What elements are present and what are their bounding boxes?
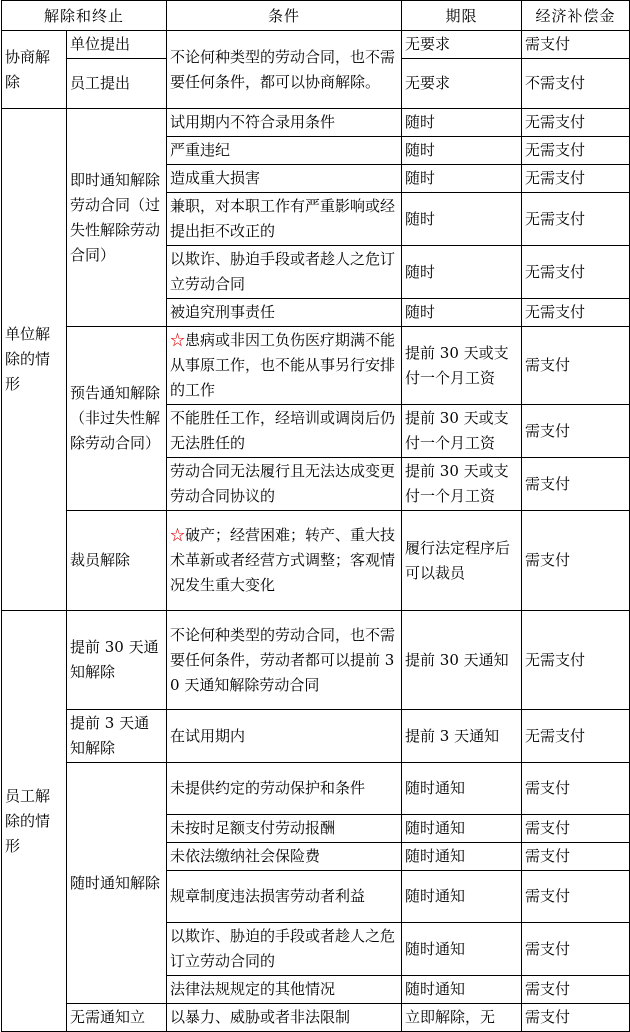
condition-text: 患病或非因工负伤医疗期满不能从事原工作，也不能从事另行安排的工作	[170, 331, 396, 399]
subgroup-notice3: 提前 3 天通知解除	[67, 710, 167, 763]
compensation-cell: 无需支付	[522, 109, 630, 137]
header-compensation: 经济补偿金	[522, 1, 630, 31]
term-cell: 履行法定程序后可以裁员	[402, 511, 522, 611]
condition-cell: 规章制度违法损害劳动者利益	[167, 871, 402, 923]
condition-cell: 造成重大损害	[167, 165, 402, 193]
condition-cell: 未提供约定的劳动保护和条件	[167, 763, 402, 815]
subgroup-layoff: 裁员解除	[67, 511, 167, 611]
term-cell: 提前 30 天或支付一个月工资	[402, 405, 522, 458]
compensation-cell: 无需支付	[522, 246, 630, 299]
header-row	[2, 1, 630, 31]
compensation-cell: 需支付	[522, 763, 630, 815]
condition-cell: 不能胜任工作，经培训或调岗后仍无法胜任的	[167, 405, 402, 458]
table-row	[2, 611, 630, 710]
condition-cell: 未按时足额支付劳动报酬	[167, 815, 402, 843]
condition-cell: 严重违纪	[167, 137, 402, 165]
condition-cell	[167, 511, 402, 611]
compensation-cell: 需支付	[522, 923, 630, 976]
header-condition: 条件	[167, 1, 402, 31]
term-cell: 随时	[402, 137, 522, 165]
term-cell: 随时	[402, 299, 522, 327]
condition-cell: 以暴力、威胁或者非法限制	[167, 1004, 402, 1032]
compensation-cell: 需支付	[522, 815, 630, 843]
term-cell: 随时	[402, 109, 522, 137]
subgroup-no-notice: 无需通知立	[67, 1004, 167, 1032]
table-row	[2, 31, 630, 59]
header-term: 期限	[402, 1, 522, 31]
group-employee: 员工解除的情形	[2, 611, 67, 1032]
subgroup-unit-proposed: 单位提出	[67, 31, 167, 59]
compensation-cell: 无需支付	[522, 710, 630, 763]
compensation-cell: 需支付	[522, 405, 630, 458]
compensation-cell: 需支付	[522, 843, 630, 871]
table-row	[2, 1004, 630, 1032]
compensation-cell: 无需支付	[522, 137, 630, 165]
compensation-cell: 需支付	[522, 511, 630, 611]
group-employer: 单位解除的情形	[2, 109, 67, 611]
condition-cell: 劳动合同无法履行且无法达成变更劳动合同协议的	[167, 458, 402, 511]
table-row	[2, 710, 630, 763]
term-cell: 随时通知	[402, 843, 522, 871]
subgroup-advance: 预告通知解除（非过失性解除劳动合同）	[67, 327, 167, 511]
compensation-cell: 无需支付	[522, 611, 630, 710]
condition-cell: 以欺诈、胁迫的手段或者趁人之危订立劳动合同的	[167, 923, 402, 976]
condition-cell: 被追究刑事责任	[167, 299, 402, 327]
condition-cell: 未依法缴纳社会保险费	[167, 843, 402, 871]
group-negotiated: 协商解除	[2, 31, 67, 109]
term-cell: 立即解除，无	[402, 1004, 522, 1032]
term-cell: 随时通知	[402, 871, 522, 923]
condition-cell: 不论何种类型的劳动合同，也不需要任何条件，劳动者都可以提前 30 天通知解除劳动合同	[167, 611, 402, 710]
condition-cell: 兼职，对本职工作有严重影响或经提出拒不改正的	[167, 193, 402, 246]
termination-table	[1, 0, 630, 1032]
term-cell: 随时通知	[402, 923, 522, 976]
compensation-cell: 需支付	[522, 1004, 630, 1032]
subgroup-notice30: 提前 30 天通知解除	[67, 611, 167, 710]
term-cell: 随时通知	[402, 976, 522, 1004]
table-row	[2, 327, 630, 405]
compensation-cell: 无需支付	[522, 299, 630, 327]
condition-text: 破产；经营困难；转产、重大技术革新或者经营方式调整；客观情况发生重大变化	[170, 526, 396, 594]
table-row	[2, 763, 630, 815]
condition-cell: 在试用期内	[167, 710, 402, 763]
term-cell: 提前 30 天或支付一个月工资	[402, 458, 522, 511]
term-cell: 无要求	[402, 59, 522, 109]
term-cell: 随时	[402, 246, 522, 299]
condition-cell: 法律法规规定的其他情况	[167, 976, 402, 1004]
subgroup-immediate: 即时通知解除劳动合同（过失性解除劳动合同）	[67, 109, 167, 327]
condition-cell: 试用期内不符合录用条件	[167, 109, 402, 137]
header-termination: 解除和终止	[2, 1, 167, 31]
compensation-cell: 需支付	[522, 871, 630, 923]
compensation-cell: 无需支付	[522, 193, 630, 246]
term-cell: 无要求	[402, 31, 522, 59]
term-cell: 随时	[402, 165, 522, 193]
star-icon: ☆	[170, 526, 186, 544]
subgroup-anytime: 随时通知解除	[67, 763, 167, 1004]
term-cell: 提前 30 天通知	[402, 611, 522, 710]
condition-cell: 不论何种类型的劳动合同，也不需要任何条件，都可以协商解除。	[167, 31, 402, 109]
compensation-cell: 需支付	[522, 458, 630, 511]
term-cell: 随时	[402, 193, 522, 246]
star-icon: ☆	[170, 331, 186, 349]
subgroup-employee-proposed: 员工提出	[67, 59, 167, 109]
condition-cell	[167, 327, 402, 405]
table-row	[2, 109, 630, 137]
term-cell: 随时通知	[402, 763, 522, 815]
table-row	[2, 511, 630, 611]
compensation-cell: 无需支付	[522, 165, 630, 193]
compensation-cell: 需支付	[522, 31, 630, 59]
compensation-cell: 需支付	[522, 976, 630, 1004]
compensation-cell: 不需支付	[522, 59, 630, 109]
term-cell: 随时通知	[402, 815, 522, 843]
term-cell: 提前 30 天或支付一个月工资	[402, 327, 522, 405]
compensation-cell: 需支付	[522, 327, 630, 405]
term-cell: 提前 3 天通知	[402, 710, 522, 763]
condition-cell: 以欺诈、胁迫手段或者趁人之危订立劳动合同	[167, 246, 402, 299]
